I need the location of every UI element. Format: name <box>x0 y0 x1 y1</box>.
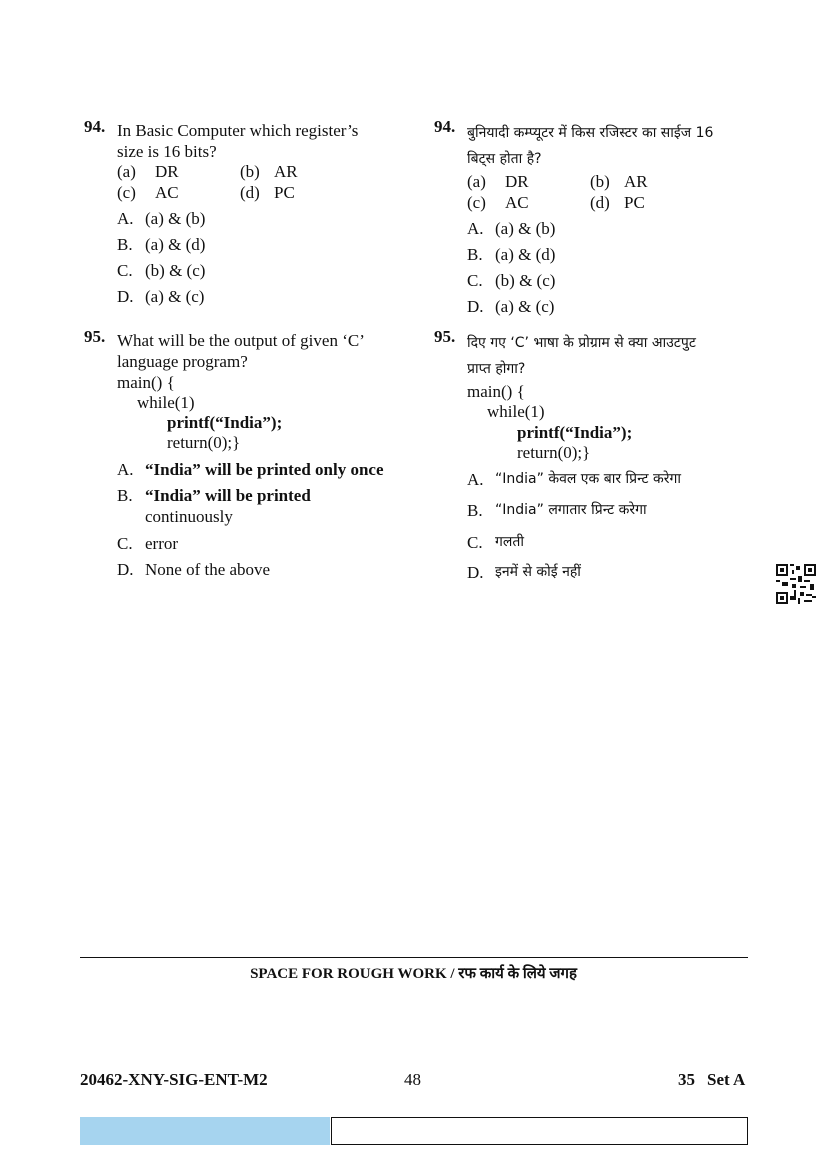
question-number: 95. <box>434 327 456 346</box>
code-line: main() { <box>467 382 525 401</box>
code-line: while(1) <box>487 402 545 421</box>
code-line: main() { <box>117 373 175 392</box>
answer-choice-c[interactable]: C. गलती <box>467 533 524 552</box>
answer-choice-b[interactable]: B. (a) & (d) <box>117 235 206 254</box>
answer-choice-a[interactable]: A. (a) & (b) <box>117 209 206 228</box>
sub-option-label: (c) <box>117 183 136 202</box>
answer-choice-d[interactable]: D. None of the above <box>117 560 271 579</box>
answer-choice-a[interactable]: A. “India” केवल एक बार प्रिन्ट करेगा <box>467 470 682 489</box>
set-label: Set A <box>707 1070 746 1089</box>
question-number: 94. <box>84 117 106 136</box>
answer-choice-d[interactable]: D. इनमें से कोई नहीं <box>467 563 581 582</box>
answer-choice-c[interactable]: C. (b) & (c) <box>467 271 556 290</box>
answer-choice-c[interactable]: C. error <box>117 534 179 553</box>
sub-option-value: AR <box>624 172 648 191</box>
question-94-en <box>84 118 404 308</box>
sub-option-label: (d) <box>240 183 260 202</box>
code-line: printf(“India”); <box>167 413 283 432</box>
code-line: while(1) <box>137 393 195 412</box>
question-text: बुनियादी कम्प्यूटर में किस रजिस्टर का साईज 16 बिट्स होता है? <box>467 125 714 167</box>
question-text: In Basic Computer which register’s size is 16 bits? <box>117 121 359 161</box>
sub-option-label: (a) <box>467 172 486 191</box>
question-number: 94. <box>434 117 456 136</box>
answer-choice-b[interactable]: B. “India” लगातार प्रिन्ट करेगा <box>467 501 647 520</box>
sub-option-label: (b) <box>590 172 610 191</box>
sub-option-value: AR <box>274 162 298 181</box>
footer-box <box>331 1117 748 1145</box>
answer-choice-a[interactable]: A. “India” will be printed only once <box>117 460 384 479</box>
answer-choice-a[interactable]: A. (a) & (b) <box>467 219 556 238</box>
sub-option-label: (a) <box>117 162 136 181</box>
answer-choice-b[interactable]: B. “India” will be printed continuously <box>117 486 311 526</box>
rough-work-divider <box>80 957 748 958</box>
question-94-hi <box>434 118 764 318</box>
booklet-number: 35 <box>678 1070 695 1089</box>
answer-choice-d[interactable]: D. (a) & (c) <box>467 297 555 316</box>
sub-option-label: (d) <box>590 193 610 212</box>
qr-code-icon <box>776 564 816 604</box>
code-line: printf(“India”); <box>517 423 633 442</box>
rough-work-label: SPACE FOR ROUGH WORK / रफ कार्य के लिये जगह <box>250 966 577 982</box>
question-95-en <box>84 328 404 588</box>
answer-choice-d[interactable]: D. (a) & (c) <box>117 287 205 306</box>
sub-option-value: PC <box>624 193 645 212</box>
page-number: 48 <box>404 1070 421 1089</box>
answer-choice-c[interactable]: C. (b) & (c) <box>117 261 206 280</box>
sub-option-value: AC <box>505 193 529 212</box>
question-text: What will be the output of given ‘C’ language program? <box>117 331 365 371</box>
paper-code: 20462-XNY-SIG-ENT-M2 <box>80 1070 268 1089</box>
code-line: return(0);} <box>517 443 591 462</box>
sub-option-label: (b) <box>240 162 260 181</box>
sub-option-label: (c) <box>467 193 486 212</box>
question-text: दिए गए ‘C’ भाषा के प्रोग्राम से क्या आउटपुट प्राप्त होगा? <box>467 335 696 377</box>
code-line: return(0);} <box>167 433 241 452</box>
answer-choice-b[interactable]: B. (a) & (d) <box>467 245 556 264</box>
sub-option-value: AC <box>155 183 179 202</box>
question-number: 95. <box>84 327 106 346</box>
sub-option-value: PC <box>274 183 295 202</box>
question-95-hi <box>434 328 764 588</box>
sub-option-value: DR <box>155 162 179 181</box>
footer-color-bar <box>80 1117 330 1145</box>
sub-option-value: DR <box>505 172 529 191</box>
